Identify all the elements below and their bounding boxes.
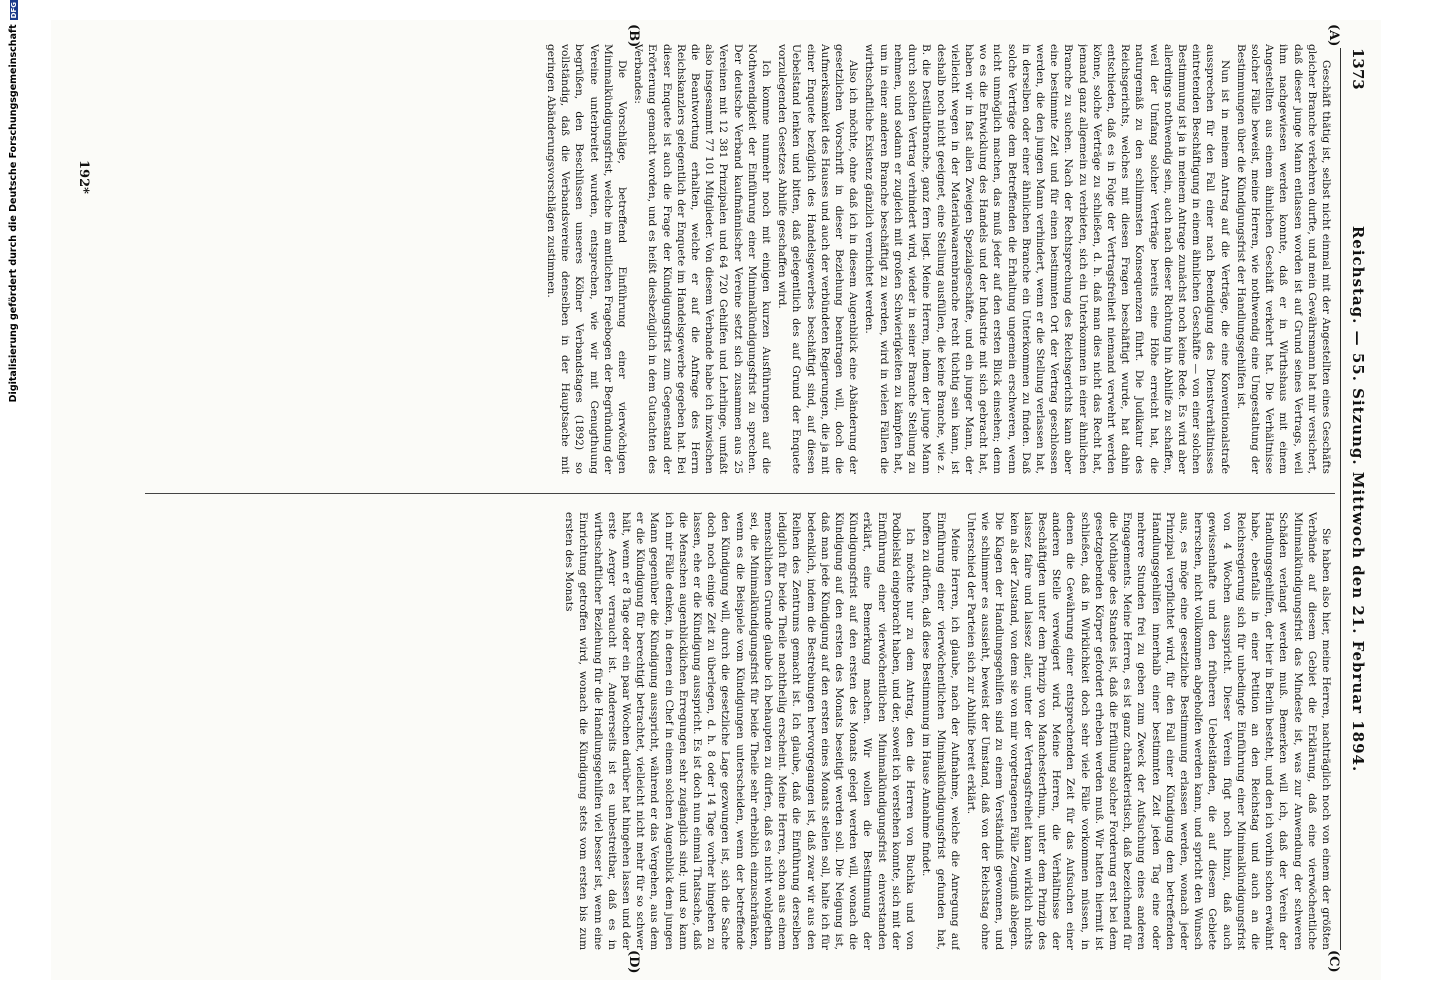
marker-b: (B) (626, 24, 641, 48)
newspaper-page (51, 20, 1381, 980)
left-column (101, 44, 1333, 474)
header-rule (1340, 48, 1341, 950)
digitization-credit (2, 0, 19, 1000)
marker-c: (C) (1326, 950, 1341, 973)
page-number: 1373 (1349, 48, 1367, 90)
right-paragraph-2: Meine Herren, ich glaube, nach der Aufnahme, welche die Anregung auf Einführung einer vierwöchentlichen Minimalkündigungsfrist gefunden hat, hoffen zu dürfen, daß diese Bestimmung im Hause Annahme findet. (920, 512, 961, 950)
page-header (1345, 48, 1367, 950)
right-paragraph-1: Sie haben also hier, meine Herren, nachträglich noch von einem der größten Verbände auf diesem Gebiet die Erklärung, daß eine vierwöchentliche Minimalkündigungsfrist das Mindeste ist, was zur Anwendung der schweren Schäden verlangt werden muß. Bemerken will ich, daß der Verein der Handlungsgehilfen, der hier in Berlin besteht, und den ich vorhin schon erwähnt habe, ebenfalls in einer Petition an den Reichstag und auch an die Reichsregierung sich für unbedingte Einführung einer Minimalkündigungsfrist von 4 Wochen ausspricht. Dieser Verein fügt noch hinzu, daß auch gewissenhafte und den früheren Uebelständen, die auf diesem Gebiete herrschen, nicht vollkommen abgeholfen werden kann, und spricht den Wunsch aus, es möge eine gesetzliche Bestimmung erlassen werden, wonach jeder Prinzipal verpflichtet wird, für den Fall einer Kündigung dem betreffenden Handlungsgehilfen innerhalb einer bestimmten Zeit jeden Tag eine oder mehrere Stunden frei zu geben zum Zweck der Aufsuchung eines anderen Engagements. Meine Herren, es ist ganz charakteristisch, daß bezeichnend für die Nothlage des Standes ist, daß die Erfüllung solcher Forderung erst bei dem gesetzgebenden Körper gefordert erheben werden muß. Wir hatten hiermit ist schließen, daß in Wirklichkeit doch sehr viele Fälle vorkommen müssen, in denen die Gewährung einer entsprechenden Zeit für das Aufsuchen einer anderen Stelle verweigert wird. Meine Herren, die Verhältnisse der Beschäftigten unter dem Prinzip von Manchesterthum, unter dem Prinzip des laissez faire und laissez aller, unter der Vertragsfreiheit kann wirklich nichts kein als der Zustand, von dem sie von mir vorgetragenen Fälle Zeugniß ablegen. Die Klagen der Handlungsgehilfen sind zu einem Verständniß gewonnen, und wie schlimmer es aussieht, beweist der Umstand, daß von der Reichstag ohne Unterschied der Parteien sich zur Abhilfe bereit erklärt. (964, 512, 1332, 950)
left-paragraph-2: Nun ist in meinem Antrag auf die Verträge, die eine Konventionalstrafe aussprechen für den Fall einer nach Beendigung des Dienstverhältnisses eintretenden Beschäftigung in einem ähnlichen Geschäfte — von einer solchen Bestimmung ist ja in meinem Antrage zunächst noch keine Rede. Es wird aber allerdings nothwendig sein, auch nach dieser Richtung hin Abhilfe zu schaffen, weil der Umfang solcher Verträge bereits eine Höhe erreicht hat, die naturgemäß zu den schlimmsten Konsequenzen führt. Die Judikatur des Reichsgerichts, welches mit diesen Fragen beschäftigt wurde, hat dahin entschieden, daß es in Folge der Vertragsfreiheit niemand verwehrt werden könne, solche Verträge zu schließen, d. h. daß man dies nicht das Recht hat, jemand ganz allgemein zu verbieten, sich ein Unterkommen in einer ähnlichen Branche zu suchen. Nach der Rechtsprechung des Reichsgerichts kann aber eine bestimmte Zeit und für einen bestimmten Ort der Vertrag geschlossen werden, die den jungen Mann verhindert, wenn er die Stellung verlassen hat, in derselben oder einer ähnlichen Branche ein Unterkommen zu finden. Daß solche Verträge dem Betreffenden die Erhaltung ungemein erschweren, wenn nicht unmöglich machen, das muß jeder auf den ersten Blick einsehen; denn wo es die Entwicklung des Handels und der Industrie mit sich gebracht hat, haben wir in fast allen Zweigen Spezialgeschäfte, und ein junger Mann, der vielleicht wegen in der Materialwaarenbranche recht tüchtig sein kann, ist deshalb noch nicht geeignet, eine Stellung ausfüllen, die keine Branche, wie z. B. die Destillatbranche, ganz fern liegt. Meine Herren, indem der junge Mann durch solchen Vertrag verhindert wird, wieder in seiner Branche Stellung zu nehmen, und sodann er zugleich mit großen Schwierigkeiten zu kämpfen hat, um in einer anderen Branche beschäftigt zu werden, wird in vielen Fällen die wirthschaftliche Existenz gänzlich vernichtet werden. (863, 44, 1231, 474)
signature-mark: 192* (76, 160, 91, 194)
column-divider (145, 493, 1335, 494)
marker-d: (D) (626, 950, 641, 974)
right-column (101, 512, 1333, 950)
left-paragraph-1: Geschäft thätig ist, selbst nicht einmal mit der Angestellten eines Geschäfts gleicher Branche verkehren durfte, und mein Gewährsmann hat mir versichert, daß dieser junge Mann entlassen worden ist auf Grund seines Vertrags, weil ihm nachgewiesen werden konnte, daß er in Wirthshaus mit einem Angestellten aus einem ähnlichen Geschäft verkehrt hat. Die Verhältnisse solcher Fälle beweist, meine Herren, wie nothwendig eine Umgestaltung der Bestimmungen über die Kündigungsfrist der Handlungsgehilfen ist. (1234, 44, 1332, 474)
left-paragraph-4: Ich komme nunmehr noch mit einigen kurzen Ausführungen auf die Nothwendigkeit der Einführung einer Minimalkündigungsfrist zu sprechen. Der deutsche Verband kaufmännischer Vereine setzt sich zusammen aus 25 Vereinen mit 12 381 Prinzipalen und 64 720 Gehilfen und Lehrlinge, umfaßt also insgesammt 77 101 Mitglieder. Von diesem Verbande habe ich inzwischen die Beantwortung erhalten, welche er auf die Anfrage des Herrn Reichskanzlers gelegentlich der Enquete im Handelsgewerbe gegeben hat. Bei dieser Enquete ist auch die Frage der Kündigungsfrist zum Gegenstand der Erörterung gemacht worden, und es heißt diesbezüglich in dem Gutachten des Verbandes: (632, 44, 773, 474)
dfg-logo-icon: DFG (9, 2, 18, 19)
left-paragraph-3: Also ich möchte, ohne daß ich in diesem Augenblick eine Abänderung der gesetzlichen Vorschrift in dieser Beziehung beantragen will, doch die Aufmerksamkeit des Hauses und auch der verbündeten Regierungen, die ja mit einer Enquete bezüglich des Handelsgewerbes beschäftigt sind, auf diesen Uebelstand lenken und bitten, daß gelegentlich des auf Grund der Enquete vorzulegenden Gesetzes Abhilfe geschaffen wird. (776, 44, 860, 474)
marker-a: (A) (1326, 24, 1341, 47)
left-paragraph-5: Die Vorschläge, betreffend Einführung einer vierwöchigen Minimalkündigungsfrist, welche im amtlichen Fragebogen der Begründung der Vereine unterbreitet wurden, entsprechen, wie wir mit Genugthuung begrüßen, den Beschlüssen unseres Kölner Verbandstages (1892) so vollständig, daß die Verbandsvereine denselben in der Hauptsache mit geringen Abänderungsvorschlägen zustimmen. (545, 44, 629, 474)
credit-text-wrap (8, 0, 19, 1000)
right-paragraph-3: Ich möchte nur zu dem Antrag, den die Herren von Buchka und von Podbielski eingebracht haben, und der, soweit ich verstehen konnte, sich mit der Einführung einer vierwöchentlichen Minimalkündigungsfrist einverstanden erklärt, eine Bemerkung machen. Wir wollen die Bestimmung der Kündigungsfrist auf den ersten des Monats gelegt werden will, wonach die Kündigung auf den ersten des Monats beseitigt werden soll. Die Neigung ist, daß man jede Kündigung auf den ersten eines Monats stellen soll, halte ich für bedenklich, indem die Bestrebungen hervorgegangen ist, daß zwar wir aus den Reihen des Zentrums gemacht ist. Ich glaube, daß die Einführung derselben lediglich für beide Theile nachtheilig erscheint. Meine Herren, schon aus einem menschlichen Grunde glaube ich behaupten zu dürfen, daß es nicht wohlgethan sei, die Minimalkündigungsfrist für beide Theile sehr erheblich einzuschränken, wenn es die Beispiele vom Kündigungen unterscheiden, wenn der betreffende den Kündigung will, durch die gesetzliche Lage gezwungen ist, sich die Sache doch noch einige Zeit zu überlegen, d. h. 8 oder 14 Tage vorher hingehen zu lassen, ehe er die Kündigung ausspricht. Es ist doch nun einmal Thatsache, daß die Menschen augenblicklichen Erregungen sehr zugänglich sind; und so kann ich mir Fälle denken, in denen ein Chef in einem solchen Augenblick dem jungen Mann gegenüber die Kündigung ausspricht, während er das Vergehen, aus dem er die Kündigung für berechtigt betrachtet, vielleicht nicht mehr für so schwer hält, wenn er 8 Tage oder ein paar Wochen darüber hat hingehen lassen und der erste Aerger verraucht ist. Andererseits ist es unbestreitbar, daß es in wirthschaftlicher Beziehung für die Handlungsgehilfen viel besser ist, wenn eine Einrichtung getroffen wird, wonach die Kündigung stets vom ersten bis zum ersten des Monats (563, 512, 917, 950)
running-head: Reichstag. — 55. Sitzung. Mittwoch den 21. Februar 1894. (1349, 225, 1367, 773)
credit-text: Digitalisierung gefördert durch die Deutsche Forschungsgemeinschaft (8, 24, 19, 403)
